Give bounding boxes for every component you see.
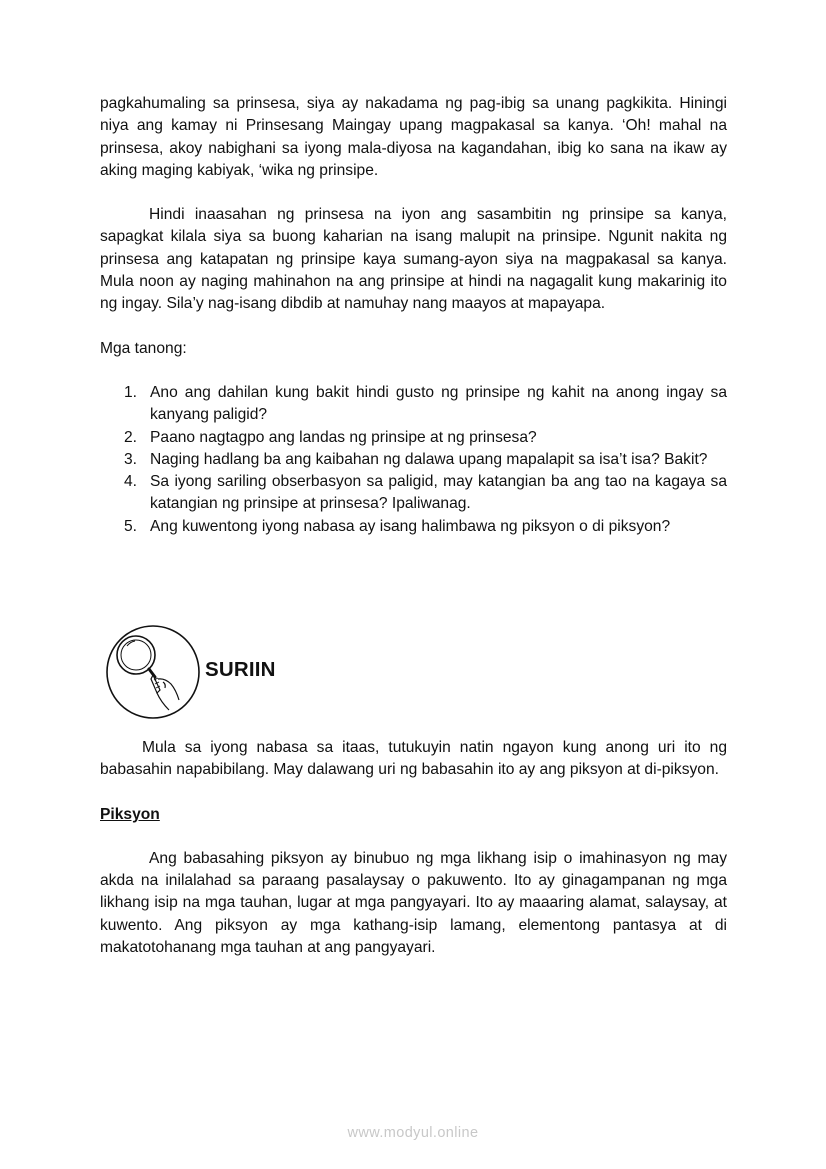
question-item — [124, 516, 727, 538]
magnifying-glass-icon — [103, 622, 203, 722]
questions-list — [100, 382, 727, 538]
question-number: 4. — [124, 473, 138, 491]
question-text: Ano ang dahilan kung bakit hindi gusto ng prinsipe ng kahit na anong ingay sa kanyang paligid? — [150, 383, 727, 424]
question-number: 5. — [124, 517, 138, 535]
suriin-intro: Mula sa iyong nabasa sa itaas, tutukuyin natin ngayon kung anong uri ito ng babasahin napabibilang. May dalawang uri ng babasahin ito ay ang piksyon at di-piksyon. — [100, 739, 727, 779]
watermark: www.modyul.online — [347, 1125, 479, 1141]
question-item — [124, 427, 727, 449]
question-text: Ang kuwentong iyong nabasa ay isang halimbawa ng piksyon o di piksyon? — [150, 517, 671, 535]
story-paragraph-2: Hindi inaasahan ng prinsesa na iyon ang sasambitin ng prinsipe sa kanya, sapagkat kilala siya sa buong kaharian na isang malupit na prinsipe. Ngunit nakita ng prinsesa ang katapatan ng prinsipe kaya sumang-ayon siya na magpakasal sa kanya. Mula noon ay naging mahinahon na ang prinsipe at hindi na nagagalit kung makarinig ito ng ingay. Sila’y nag-isang dibdib at namuhay nang maayos at mapayapa. — [100, 206, 727, 313]
question-item — [124, 449, 727, 471]
question-number: 3. — [124, 450, 138, 468]
question-number: 2. — [124, 428, 138, 446]
section-title: SURIIN — [205, 658, 276, 681]
question-text: Naging hadlang ba ang kaibahan ng dalawa upang mapalapit sa isa’t isa? Bakit? — [150, 450, 708, 468]
story-section — [100, 93, 727, 538]
question-item — [124, 382, 727, 427]
question-text: Sa iyong sariling obserbasyon sa paligid, may katangian ba ang tao na kagaya sa katangian ng prinsipe at prinsesa? Ipaliwanag. — [150, 473, 727, 513]
question-number: 1. — [124, 383, 138, 401]
suriin-header — [103, 622, 403, 722]
suriin-content — [100, 737, 727, 959]
piksyon-heading: Piksyon — [100, 805, 160, 823]
question-item — [124, 471, 727, 516]
story-paragraph-1: pagkahumaling sa prinsesa, siya ay nakadama ng pag-ibig sa unang pagkikita. Hiningi niya ang kamay ni Prinsesang Maingay upang magpakasal sa kanya. ‘Oh! mahal na prinsesa, akoy nabighani sa iyong mala-diyosa na kagandahan, ibig ko sana na ikaw ay aking maging kabiyak, ‘wika ng prinsipe. — [100, 95, 727, 179]
questions-label: Mga tanong: — [100, 339, 187, 357]
piksyon-body: Ang babasahing piksyon ay binubuo ng mga likhang isip o imahinasyon ng may akda na inilalahad sa paraang pasalaysay o pakuwento. Ito ay ginagampanan ng mga likhang isip na mga tauhan, lugar at mga pangyayari. Ito ay maaaring alamat, salaysay, at kuwento. Ang piksyon ay mga kathang-isip lamang, elementong pantasya at di makatotohanang mga tauhan at ang pangyayari. — [100, 849, 727, 957]
question-text: Paano nagtagpo ang landas ng prinsipe at ng prinsesa? — [150, 428, 537, 446]
